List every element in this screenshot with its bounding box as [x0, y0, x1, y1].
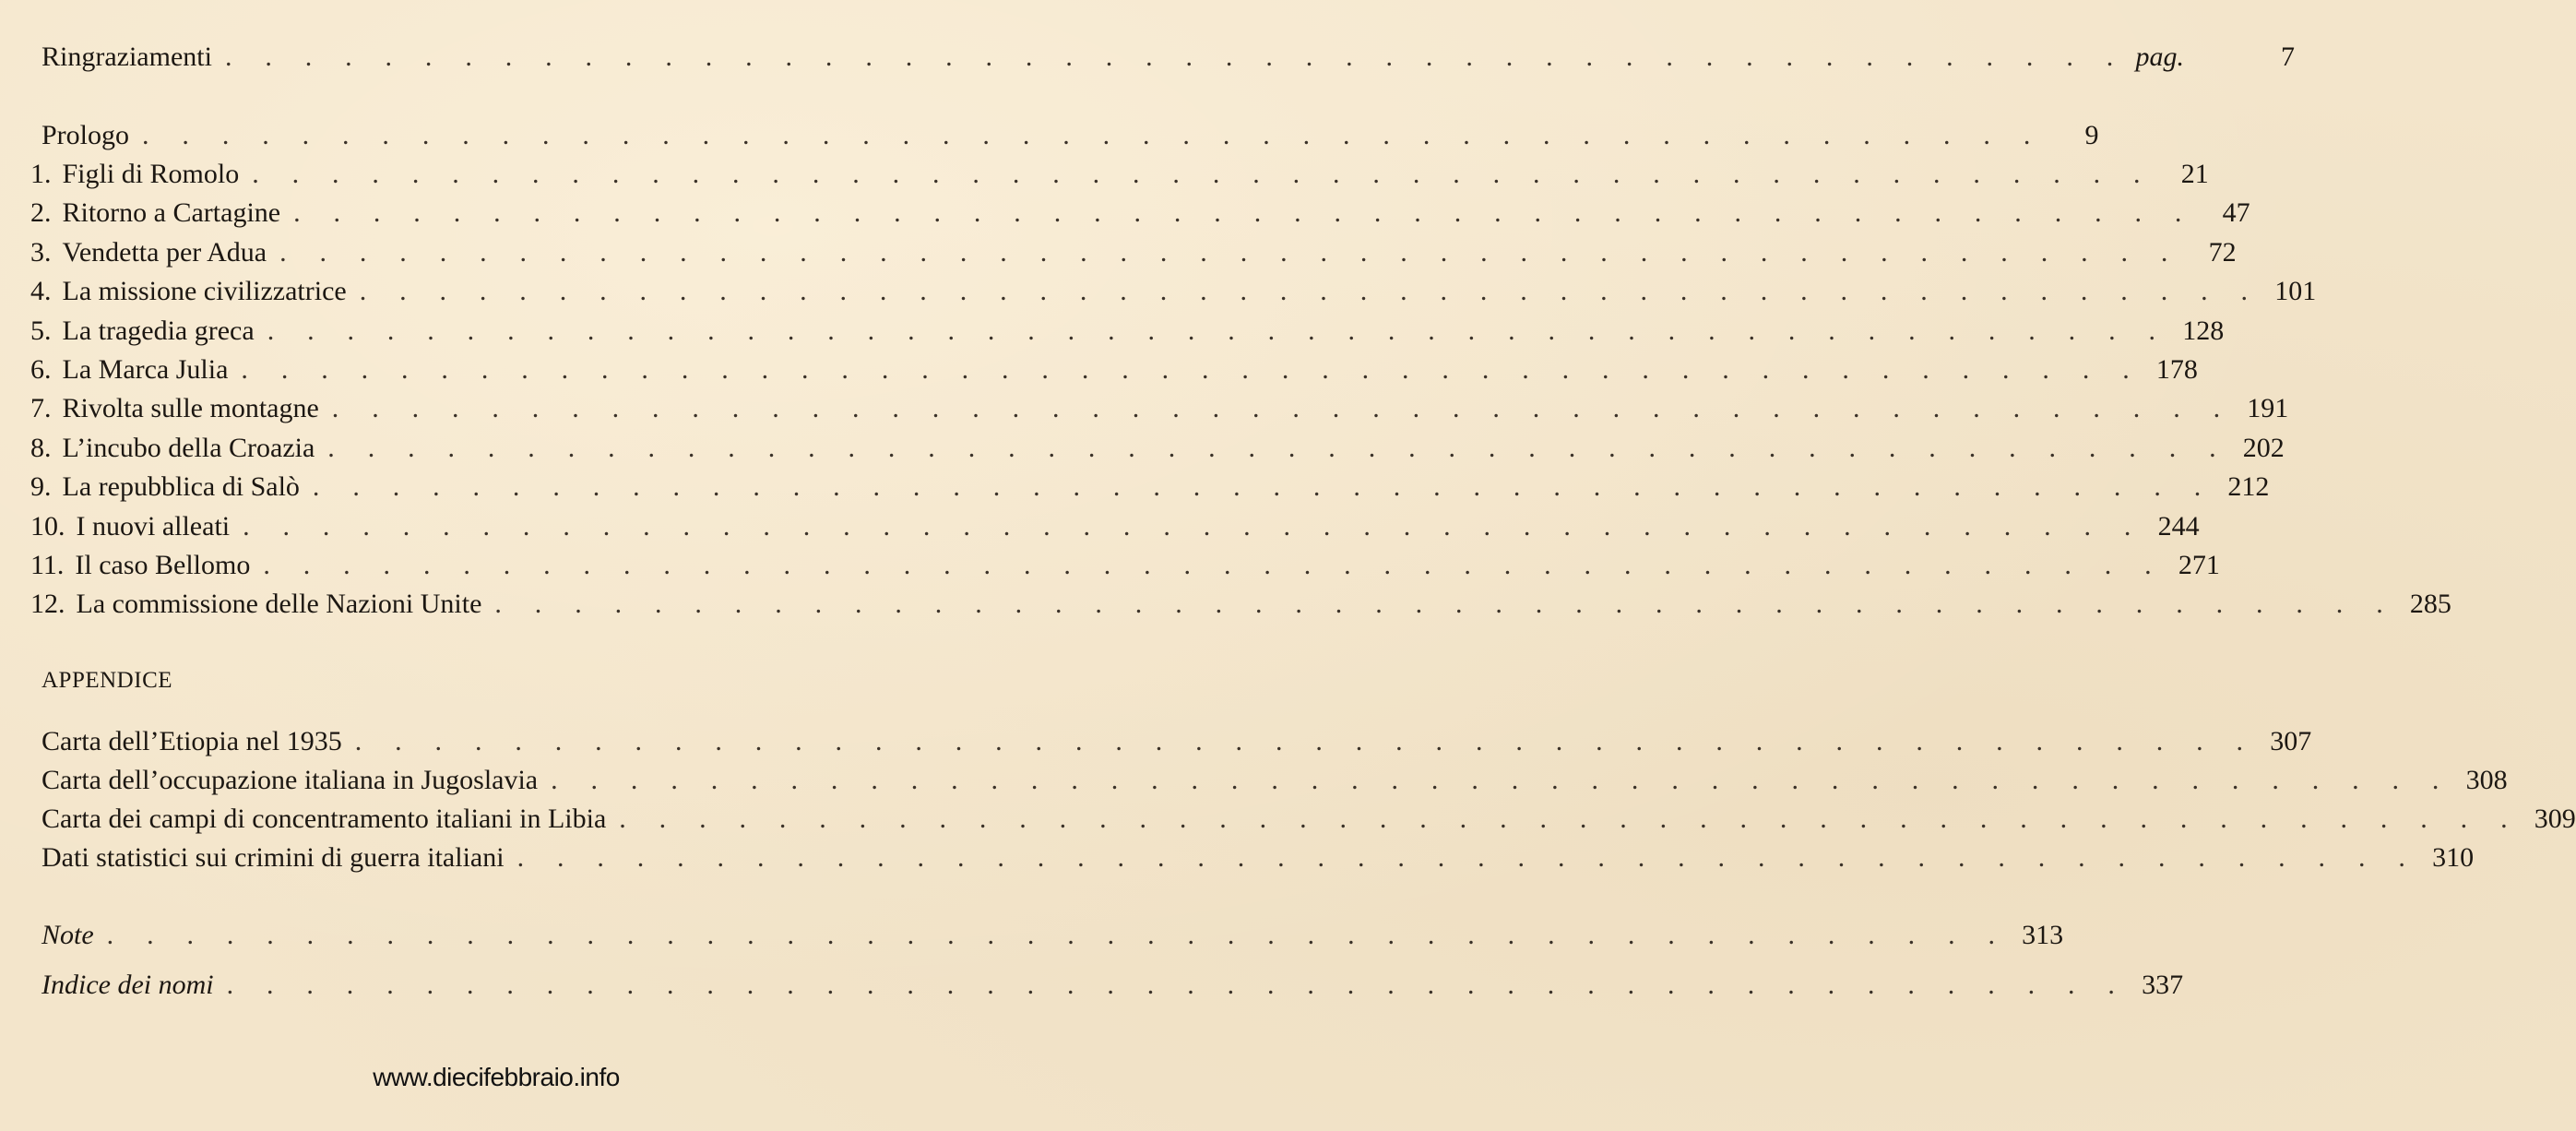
- toc-appendix-entry[interactable]: [42, 723, 2312, 760]
- page-number: 191: [2247, 393, 2289, 423]
- chapter-number: 1.: [30, 159, 52, 189]
- page-number: 285: [2409, 589, 2451, 619]
- toc-chapter-entry[interactable]: [30, 195, 2250, 232]
- toc-chapter-entry[interactable]: [30, 390, 2289, 427]
- dot-leader: . . . . . . . . . . . . . . . . . . . . . . . . . . . . . . . . . . . . . . . . . . . . . . . .: [312, 471, 2214, 502]
- page-number: 7: [2280, 42, 2295, 72]
- chapter-number: 11.: [30, 550, 65, 580]
- entry-title: Rivolta sulle montagne: [62, 393, 319, 423]
- toc-appendix-entry[interactable]: [42, 839, 2475, 876]
- dot-leader: . . . . . . . . . . . . . . . . . . . . . . . . . . . . . . . . . . . . . . . . . . . . . . . .: [241, 354, 2143, 385]
- entry-title: La tragedia greca: [62, 315, 255, 346]
- entry-title: Carta dell’Etiopia nel 1935: [42, 726, 342, 756]
- toc-chapter-entry[interactable]: [30, 586, 2451, 623]
- dot-leader: . . . . . . . . . . . . . . . . . . . . . . . . . . . . . . . . . . . . . . . . . . . . . . . .: [226, 970, 2129, 1000]
- page-number: 72: [2208, 237, 2237, 268]
- page-number: 308: [2465, 765, 2508, 795]
- page-number: 244: [2157, 511, 2200, 542]
- toc-chapter-entry[interactable]: [30, 313, 2225, 350]
- page-number: 47: [2222, 197, 2250, 228]
- dot-leader: . . . . . . . . . . . . . . . . . . . . . . . . . . . . . . . . . . . . . . . . . . . . . . . .: [327, 433, 2229, 463]
- entry-title: Dati statistici sui crimini di guerra italiani: [42, 842, 505, 873]
- toc-chapter-entry[interactable]: [30, 156, 2209, 193]
- chapter-number: 6.: [30, 354, 52, 385]
- page-number: 202: [2242, 433, 2285, 463]
- dot-leader: . . . . . . . . . . . . . . . . . . . . . . . . . . . . . . . . . . . . . . . . . . . . . . . .: [252, 159, 2154, 189]
- dot-leader: . . . . . . . . . . . . . . . . . . . . . . . . . . . . . . . . . . . . . . . . . . . . . . . .: [293, 197, 2195, 228]
- entry-title: Ringraziamenti: [42, 42, 212, 72]
- appendix-heading: APPENDICE: [42, 668, 173, 693]
- dot-leader: . . . . . . . . . . . . . . . . . . . . . . . . . . . . . . . . . . . . . . . . . . . . . . . .: [354, 726, 2257, 756]
- entry-title: Note: [42, 920, 94, 950]
- entry-title: Figli di Romolo: [62, 159, 240, 189]
- page-label: pag.: [2135, 42, 2184, 72]
- chapter-number: 12.: [30, 589, 65, 619]
- page-number: 313: [2022, 920, 2064, 950]
- toc-appendix-entry[interactable]: [42, 801, 2576, 838]
- toc-entry-prologue[interactable]: [42, 117, 2099, 154]
- entry-title: Ritorno a Cartagine: [62, 197, 281, 228]
- entry-title: Indice dei nomi: [42, 970, 214, 1000]
- page-number: 307: [2270, 726, 2312, 756]
- entry-title: La Marca Julia: [62, 354, 229, 385]
- dot-leader: . . . . . . . . . . . . . . . . . . . . . . . . . . . . . . . . . . . . . . . . . . . . . . . .: [142, 120, 2044, 150]
- dot-leader: . . . . . . . . . . . . . . . . . . . . . . . . . . . . . . . . . . . . . . . . . . . . . . . .: [267, 315, 2169, 346]
- dot-leader: . . . . . . . . . . . . . . . . . . . . . . . . . . . . . . . . . . . . . . . . . . . . . . . .: [106, 920, 2009, 950]
- page-number: 21: [2180, 159, 2209, 189]
- page-number: 310: [2432, 842, 2475, 873]
- entry-title: Il caso Bellomo: [75, 550, 251, 580]
- dot-leader: . . . . . . . . . . . . . . . . . . . . . . . . . . . . . . . . . . . . . . . . . . . . . . . .: [516, 842, 2419, 873]
- chapter-number: 5.: [30, 315, 52, 346]
- dot-leader: . . . . . . . . . . . . . . . . . . . . . . . . . . . . . . . . . . . . . . . . . . . . . . . .: [263, 550, 2165, 580]
- page-number: 337: [2142, 970, 2184, 1000]
- page-number: 178: [2155, 354, 2198, 385]
- dot-leader: . . . . . . . . . . . . . . . . . . . . . . . . . . . . . . . . . . . . . . . . . . . . . . . .: [359, 276, 2261, 306]
- chapter-number: 3.: [30, 237, 52, 268]
- page-number: 101: [2274, 276, 2317, 306]
- toc-entry-index-of-names[interactable]: [42, 967, 2184, 1004]
- entry-title: Carta dei campi di concentramento italiani in Libia: [42, 804, 607, 834]
- toc-chapter-entry[interactable]: [30, 508, 2200, 545]
- entry-title: La repubblica di Salò: [62, 471, 300, 502]
- entry-title: Prologo: [42, 120, 130, 150]
- toc-chapter-entry[interactable]: [30, 430, 2285, 467]
- chapter-number: 9.: [30, 471, 52, 502]
- page-number: 128: [2182, 315, 2225, 346]
- dot-leader: . . . . . . . . . . . . . . . . . . . . . . . . . . . . . . . . . . . . . . . . . . . . . . . .: [494, 589, 2396, 619]
- dot-leader: . . . . . . . . . . . . . . . . . . . . . . . . . . . . . . . . . . . . . . . . . . . . . . . .: [331, 393, 2234, 423]
- toc-chapter-entry[interactable]: [30, 351, 2198, 388]
- page-number: 271: [2178, 550, 2220, 580]
- dot-leader: . . . . . . . . . . . . . . . . . . . . . . . . . . . . . . . . . . . . . . . . . . . . . . . .: [243, 511, 2144, 542]
- toc-entry-acknowledgements[interactable]: [42, 39, 2295, 76]
- entry-title: I nuovi alleati: [76, 511, 231, 542]
- dot-leader: . . . . . . . . . . . . . . . . . . . . . . . . . . . . . . . . . . . . . . . . . . . . . . . .: [619, 804, 2521, 834]
- toc-appendix-entry[interactable]: [42, 762, 2508, 799]
- entry-title: Vendetta per Adua: [62, 237, 267, 268]
- toc-chapter-entry[interactable]: [30, 469, 2270, 506]
- chapter-number: 2.: [30, 197, 52, 228]
- toc-entry-notes[interactable]: [42, 917, 2064, 954]
- dot-leader: . . . . . . . . . . . . . . . . . . . . . . . . . . . . . . . . . . . . . . . . . . . . . . . .: [224, 42, 2127, 72]
- dot-leader: . . . . . . . . . . . . . . . . . . . . . . . . . . . . . . . . . . . . . . . . . . . . . . . .: [279, 237, 2181, 268]
- chapter-number: 10.: [30, 511, 65, 542]
- chapter-number: 7.: [30, 393, 52, 423]
- entry-title: L’incubo della Croazia: [62, 433, 315, 463]
- entry-title: La commissione delle Nazioni Unite: [76, 589, 482, 619]
- dot-leader: . . . . . . . . . . . . . . . . . . . . . . . . . . . . . . . . . . . . . . . . . . . . . . . .: [551, 765, 2452, 795]
- toc-chapter-entry[interactable]: [30, 234, 2237, 271]
- website-watermark: www.diecifebbraio.info: [373, 1063, 620, 1091]
- entry-title: Carta dell’occupazione italiana in Jugoslavia: [42, 765, 539, 795]
- page-number: 9: [2084, 120, 2099, 150]
- chapter-number: 4.: [30, 276, 52, 306]
- toc-chapter-entry[interactable]: [30, 547, 2220, 584]
- entry-title: La missione civilizzatrice: [62, 276, 347, 306]
- chapter-number: 8.: [30, 433, 52, 463]
- page-number: 212: [2227, 471, 2270, 502]
- page-number: 309: [2534, 804, 2576, 834]
- toc-chapter-entry[interactable]: [30, 273, 2317, 310]
